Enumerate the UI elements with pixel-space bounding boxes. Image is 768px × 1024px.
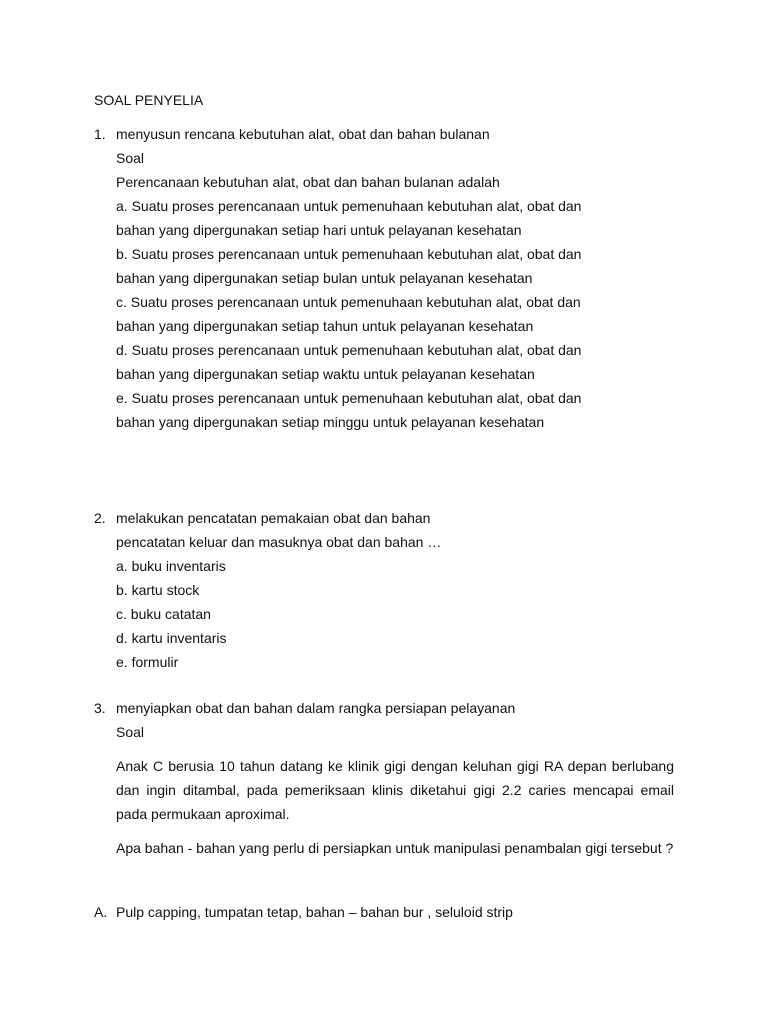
question-prompt: pencatatan keluar dan masuknya obat dan bahan … (116, 534, 442, 550)
option-e: e. formulir (116, 654, 179, 670)
question-text: Apa bahan - bahan yang perlu di persiapkan untuk manipulasi penambalan gigi tersebut ? (116, 840, 674, 856)
option-text: bahan yang dipergunakan setiap hari untuk pelayanan kesehatan (116, 222, 522, 238)
option-text: e. Suatu proses perencanaan untuk pemenuhaan kebutuhan alat, obat dan (116, 390, 582, 406)
question-1 (94, 122, 694, 434)
option-text: a. Suatu proses perencanaan untuk pemenuhaan kebutuhan alat, obat dan (116, 198, 582, 214)
option-c: c. buku catatan (116, 606, 211, 622)
option-c (116, 290, 694, 338)
option-text: d. Suatu proses perencanaan untuk pemenuhaan kebutuhan alat, obat dan (116, 342, 582, 358)
option-text: bahan yang dipergunakan setiap minggu untuk pelayanan kesehatan (116, 414, 545, 430)
question-prompt: Perencanaan kebutuhan alat, obat dan bahan bulanan adalah (116, 174, 500, 190)
option-text: bahan yang dipergunakan setiap bulan untuk pelayanan kesehatan (116, 270, 533, 286)
question-label: Soal (116, 724, 145, 740)
question-number: 2. (94, 510, 106, 526)
option-text: bahan yang dipergunakan setiap waktu untuk pelayanan kesehatan (116, 366, 535, 382)
option-a: a. buku inventaris (116, 558, 226, 574)
option-d: d. kartu inventaris (116, 630, 227, 646)
option-a (116, 194, 694, 242)
document-title: SOAL PENYELIA (94, 92, 204, 108)
question-2 (94, 506, 694, 674)
option-e (116, 386, 694, 434)
option-b (116, 242, 694, 290)
option-text: c. Suatu proses perencanaan untuk pemenuhaan kebutuhan alat, obat dan (116, 294, 581, 310)
option-d (116, 338, 694, 386)
question-topic: menyusun rencana kebutuhan alat, obat dan bahan bulanan (116, 126, 490, 142)
question-label: Soal (116, 150, 145, 166)
option-text: bahan yang dipergunakan setiap tahun untuk pelayanan kesehatan (116, 318, 534, 334)
option-b: b. kartu stock (116, 582, 200, 598)
question-number: 3. (94, 700, 106, 716)
question-topic: menyiapkan obat dan bahan dalam rangka persiapan pelayanan (116, 700, 516, 716)
question-3 (94, 696, 694, 860)
question-topic: melakukan pencatatan pemakaian obat dan bahan (116, 510, 431, 526)
option-text: b. Suatu proses perencanaan untuk pemenuhaan kebutuhan alat, obat dan (116, 246, 582, 262)
answer-option-a (94, 900, 694, 924)
question-number: 1. (94, 126, 106, 142)
answer-letter: A. (94, 904, 108, 920)
answer-text: Pulp capping, tumpatan tetap, bahan – bahan bur , seluloid strip (116, 904, 513, 920)
case-description: Anak C berusia 10 tahun datang ke klinik gigi dengan keluhan gigi RA depan berlubang dan ingin ditambal, pada pemeriksaan klinis diketahui gigi 2.2 caries mencapai email pada permukaan aproximal. (116, 758, 674, 822)
